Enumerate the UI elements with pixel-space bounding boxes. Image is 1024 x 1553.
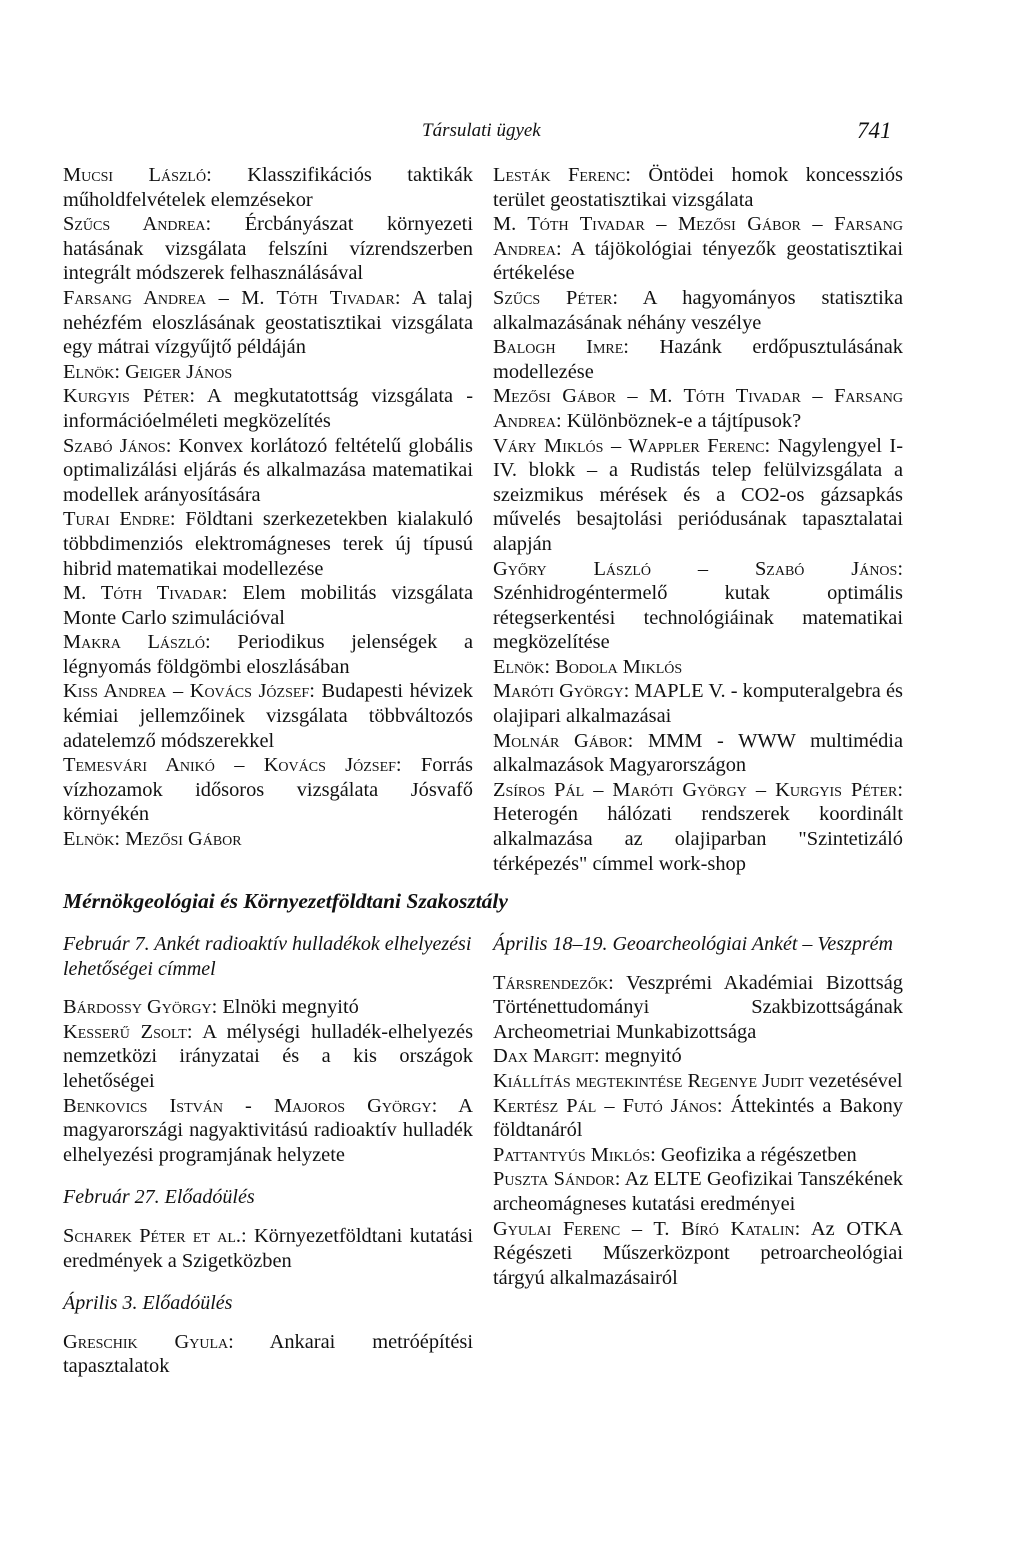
entry-title: : Környezetföldtani kutatási eredmények a Szigetközben: [63, 1224, 474, 1272]
program-entry: [493, 1044, 903, 1069]
program-entry: [493, 434, 903, 557]
entry-title: : Ércbányászat környezeti hatásának vizsgálata felszíni vízrendszerben integrált módszerek felhasználásával: [63, 213, 473, 285]
entry-authors: Puszta Sándor: [493, 1168, 615, 1191]
entry-title: : A magyarországi nagyaktivitású radioaktív hulladék elhelyezési programjának helyzete: [63, 1094, 473, 1166]
entry-authors: Kertész Pál – Futó János: [493, 1094, 717, 1117]
entry-title: : megnyitó: [593, 1045, 682, 1068]
program-entry: [63, 163, 473, 212]
program-entry: [493, 1069, 903, 1094]
entry-title: : A tájökológiai tényezők geostatisztikai értékelése: [493, 237, 903, 285]
entry-title: : Öntödei homok koncessziós terület geostatisztikai vizsgálata: [493, 164, 903, 211]
entry-authors: M. Tóth Tivadar: [63, 582, 222, 605]
running-title: Társulati ügyek: [422, 120, 541, 141]
entry-authors: Győry László – Szabó János: [493, 557, 898, 580]
program-entry: [493, 557, 903, 655]
program-entry: [63, 679, 473, 753]
entry-authors: Szűcs Péter: [493, 286, 613, 309]
program-entry: [63, 581, 473, 630]
entry-title: : A talaj nehézfém eloszlásának geostatisztikai vizsgálata egy mátrai vízgyűjtő példáján: [63, 286, 473, 359]
entry-authors: Makra László: [63, 631, 206, 654]
program-entry: [63, 995, 473, 1020]
lower-left-column: [63, 932, 473, 1397]
entry-authors: Dax Margit: [493, 1045, 594, 1068]
section-heading: Mérnökgeológiai és Környezetföldtani Szakosztály: [63, 889, 508, 913]
program-entry: [63, 1094, 473, 1168]
entry-authors: Mucsi László: [63, 164, 207, 186]
entry-title: vezetésével: [803, 1069, 903, 1092]
program-entry: [63, 507, 473, 581]
entry-authors: Benkovics István - Majoros György: [63, 1094, 432, 1117]
program-entry: [63, 434, 473, 508]
program-entry: [63, 212, 473, 286]
entry-title: : Klasszifikációs taktikák műholdfelvételek elemzésekor: [63, 164, 473, 211]
entry-authors: Farsang Andrea – M. Tóth Tivadar: [63, 286, 395, 309]
program-entry: [63, 1330, 473, 1379]
entry-title: : A megkutatottság vizsgálata - információelméleti megközelítés: [63, 385, 473, 432]
entry-title: : Konvex korlátozó feltételű globális optimalizálási eljárás és alkalmazása matematikai modellek arányosítására: [63, 434, 473, 506]
entry-title: : Az ELTE Geofizikai Tanszékének archeomágneses kutatási eredményei: [493, 1168, 904, 1215]
program-entry: [493, 778, 903, 876]
program-entry: [63, 630, 473, 679]
event-title: Február 7. Ankét radioaktív hulladékok elhelyezési lehetőségei címmel: [63, 933, 472, 980]
program-entry: [63, 384, 473, 433]
entry-authors: Turai Endre: [63, 508, 170, 531]
entry-title: : Veszprémi Akadémiai Bizottság Történettudományi Szakbizottságának Archeometriai Munkabizottsága: [493, 971, 903, 1043]
entry-authors: Elnök: Mezősi Gábor: [63, 828, 242, 851]
program-entry: [493, 1143, 903, 1168]
entry-title: : Az OTKA Régészeti Műszerközpont petroarcheológiai tárgyú alkalmazásairól: [493, 1217, 903, 1289]
entry-authors: Mezősi Gábor – M. Tóth Tivadar – Farsang Andrea: [493, 385, 903, 432]
entry-authors: Elnök: Bodola Miklós: [493, 655, 683, 678]
program-entry: [493, 335, 903, 384]
event-block: [63, 1291, 473, 1379]
event-block: [493, 932, 903, 1290]
program-entry: [63, 827, 473, 852]
entry-authors: Scharek Péter et al.: [63, 1224, 241, 1247]
program-entry: [493, 384, 903, 433]
entry-title: : Különböznek-e a tájtípusok?: [555, 409, 802, 432]
entry-authors: Kiss Andrea – Kovács József: [63, 680, 310, 703]
entry-title: : Budapesti hévizek kémiai jellemzőinek vizsgálata többváltozós adatelemző módszerekkel: [63, 680, 473, 752]
program-entry: [63, 286, 473, 360]
program-entry: [493, 1094, 903, 1143]
entry-authors: Váry Miklós – Wappler Ferenc: [493, 434, 765, 457]
entry-title: : Periodikus jelenségek a légnyomás földgömbi eloszlásában: [63, 631, 473, 678]
entry-authors: Kurgyis Péter: [63, 385, 190, 408]
entry-authors: Bárdossy György: [63, 996, 212, 1019]
entry-authors: M. Tóth Tivadar – Mezősi Gábor – Farsang Andrea: [493, 213, 903, 260]
event-title: Április 18–19. Geoarcheológiai Ankét – Veszprém: [493, 933, 893, 955]
program-entry: [493, 163, 903, 212]
page-number: 741: [857, 118, 892, 143]
entry-title: : Forrás vízhozamok idősoros vizsgálata Jósvafő környékén: [63, 754, 473, 826]
program-entry: [493, 286, 903, 335]
entry-authors: Temesvári Anikó – Kovács József: [63, 754, 396, 777]
entry-authors: Kesserű Zsolt: [63, 1020, 187, 1043]
entry-title: : A hagyományos statisztika alkalmazásának néhány veszélye: [493, 286, 903, 334]
program-entry: [493, 655, 903, 680]
entry-title: : Heterogén hálózati rendszerek koordinált alkalmazása az olajiparban "Szintetizáló térképezés" címmel work-shop: [493, 778, 903, 875]
entry-authors: Lesták Ferenc: [493, 164, 626, 186]
program-entry: [63, 360, 473, 385]
upper-left-column: [63, 163, 473, 852]
entry-title: : A mélységi hulladék-elhelyezés nemzetközi irányzatai és a kis országok lehetőségei: [63, 1020, 473, 1092]
entry-title: : MAPLE V. - komputeralgebra és olajipari alkalmazásai: [493, 680, 903, 728]
program-entry: [493, 679, 903, 728]
program-entry: [493, 729, 903, 778]
entry-authors: Kiállítás megtekintése Regenye Judit: [493, 1069, 804, 1092]
event-block: [63, 1185, 473, 1273]
program-entry: [493, 971, 903, 1045]
program-entry: [63, 1224, 473, 1273]
entry-title: : Geofizika a régészetben: [650, 1143, 857, 1166]
program-entry: [493, 1217, 903, 1291]
entry-authors: Balogh Imre: [493, 336, 624, 359]
event-title: Február 27. Előadóülés: [63, 1186, 255, 1209]
entry-authors: Elnök: Geiger János: [63, 360, 233, 383]
entry-title: : Áttekintés a Bakony földtanáról: [493, 1094, 903, 1142]
entry-title: : MMM - WWW multimédia alkalmazások Magyarországon: [493, 729, 903, 777]
entry-authors: Szabó János: [63, 434, 166, 457]
program-entry: [493, 212, 903, 286]
program-entry: [63, 1020, 473, 1094]
entry-authors: Társrendezők: [493, 971, 609, 994]
entry-authors: Zsíros Pál – Maróti György – Kurgyis Péter: [493, 778, 898, 801]
entry-title: : Hazánk erdőpusztulásának modellezése: [493, 336, 903, 383]
page-header: [0, 118, 1024, 154]
entry-authors: Gyulai Ferenc – T. Bíró Katalin: [493, 1217, 795, 1240]
entry-title: : Földtani szerkezetekben kialakuló többdimenziós elektromágneses terek új típusú hibrid matematikai modellezése: [63, 508, 473, 580]
lower-right-column: [493, 932, 903, 1308]
entry-title: : Szénhidrogéntermelő kutak optimális rétegserkentési technológiáinak matematikai megközelítése: [493, 557, 903, 654]
event-title: Április 3. Előadóülés: [63, 1292, 233, 1315]
entry-title: : Ankarai metróépítési tapasztalatok: [63, 1330, 473, 1378]
entry-title: : Elnöki megnyitó: [211, 996, 359, 1019]
entry-title: : Nagylengyel I-IV. blokk – a Rudistás telep felülvizsgálata a szeizmikus mérések és a CO2-os gázsapkás művelés besajtolási periódusának tapasztalatai alapján: [493, 434, 904, 555]
event-block: [63, 932, 473, 1167]
upper-right-column: [493, 163, 903, 876]
entry-authors: Greschik Gyula: [63, 1330, 229, 1353]
program-entry: [63, 753, 473, 827]
entry-title: : Elem mobilitás vizsgálata Monte Carlo szimulációval: [63, 582, 473, 629]
entry-authors: Szűcs Andrea: [63, 213, 206, 236]
program-entry: [493, 1167, 903, 1216]
entry-authors: Maróti György: [493, 680, 624, 703]
entry-authors: Molnár Gábor: [493, 729, 628, 752]
entry-authors: Pattantyús Miklós: [493, 1143, 651, 1166]
